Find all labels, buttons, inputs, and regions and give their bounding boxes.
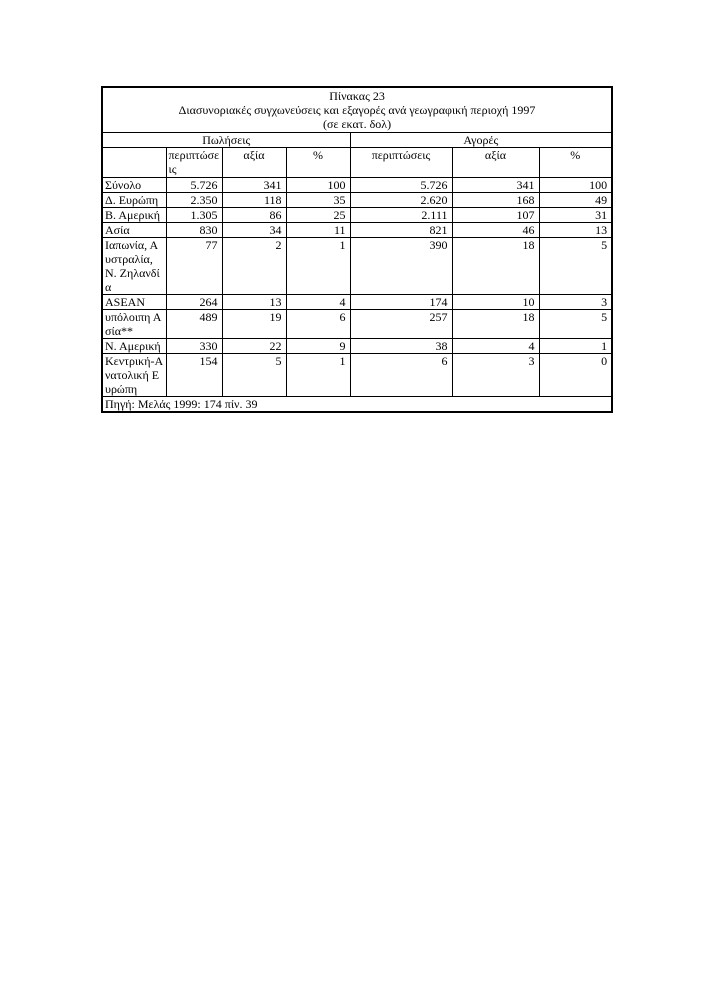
purchases-value-cell: 18 — [452, 238, 539, 295]
purchases-percent-cell: 13 — [539, 223, 612, 238]
sales-value-cell: 34 — [222, 223, 286, 238]
sales-value-cell: 19 — [222, 310, 286, 339]
row-label: Σύνολο — [102, 178, 166, 193]
sales-percent-cell: 35 — [286, 193, 350, 208]
purchases-cases-cell: 2.111 — [350, 208, 452, 223]
row-label: Ν. Αμερική — [102, 339, 166, 354]
purchases-percent-cell: 49 — [539, 193, 612, 208]
table-row — [102, 310, 612, 339]
table-title-cell — [102, 87, 612, 133]
table-source: Πηγή: Μελάς 1999: 174 πίν. 39 — [102, 397, 612, 413]
source-row — [102, 397, 612, 413]
table-subtitle: Διασυνοριακές συγχωνεύσεις και εξαγορές ανά γεωγραφική περιοχή 1997 — [178, 103, 536, 117]
purchases-value-cell: 18 — [452, 310, 539, 339]
purchases-value-cell: 10 — [452, 295, 539, 310]
purchases-cases-cell: 2.620 — [350, 193, 452, 208]
purchases-cases-cell: 38 — [350, 339, 452, 354]
group-header-purchases: Αγορές — [350, 133, 612, 148]
column-header-sales-cases: περιπτώσεις — [166, 148, 222, 178]
data-table-container — [101, 86, 611, 413]
purchases-percent-cell: 100 — [539, 178, 612, 193]
sales-value-cell: 5 — [222, 354, 286, 397]
row-label: Ασία — [102, 223, 166, 238]
table-row — [102, 178, 612, 193]
table-row — [102, 193, 612, 208]
purchases-cases-cell: 821 — [350, 223, 452, 238]
sales-value-cell: 2 — [222, 238, 286, 295]
column-header-sales-percent: % — [286, 148, 350, 178]
row-label: υπόλοιπη Ασία** — [102, 310, 166, 339]
purchases-cases-cell: 257 — [350, 310, 452, 339]
table-row — [102, 223, 612, 238]
sales-percent-cell: 100 — [286, 178, 350, 193]
purchases-percent-cell: 5 — [539, 238, 612, 295]
sales-cases-cell: 830 — [166, 223, 222, 238]
row-label: Κεντρική-Ανατολική Ευρώπη — [102, 354, 166, 397]
purchases-cases-cell: 174 — [350, 295, 452, 310]
table-unit: (σε εκατ. δολ) — [323, 117, 392, 131]
sales-value-cell: 13 — [222, 295, 286, 310]
purchases-value-cell: 46 — [452, 223, 539, 238]
sales-cases-cell: 5.726 — [166, 178, 222, 193]
table-row — [102, 339, 612, 354]
table-row — [102, 354, 612, 397]
table-row — [102, 238, 612, 295]
purchases-cases-cell: 5.726 — [350, 178, 452, 193]
sales-cases-cell: 489 — [166, 310, 222, 339]
purchases-value-cell: 341 — [452, 178, 539, 193]
purchases-value-cell: 3 — [452, 354, 539, 397]
sales-value-cell: 86 — [222, 208, 286, 223]
sales-cases-cell: 77 — [166, 238, 222, 295]
purchases-value-cell: 107 — [452, 208, 539, 223]
purchases-percent-cell: 5 — [539, 310, 612, 339]
purchases-percent-cell: 1 — [539, 339, 612, 354]
sales-percent-cell: 11 — [286, 223, 350, 238]
purchases-percent-cell: 0 — [539, 354, 612, 397]
column-header-purchases-value: αξία — [452, 148, 539, 178]
purchases-percent-cell: 31 — [539, 208, 612, 223]
sales-percent-cell: 1 — [286, 354, 350, 397]
sales-percent-cell: 1 — [286, 238, 350, 295]
sales-cases-cell: 154 — [166, 354, 222, 397]
title-row — [102, 87, 612, 133]
sales-value-cell: 22 — [222, 339, 286, 354]
sales-cases-cell: 330 — [166, 339, 222, 354]
purchases-cases-cell: 6 — [350, 354, 452, 397]
sales-cases-cell: 2.350 — [166, 193, 222, 208]
row-label: Β. Αμερική — [102, 208, 166, 223]
sales-value-cell: 118 — [222, 193, 286, 208]
column-header-purchases-percent: % — [539, 148, 612, 178]
table-row — [102, 208, 612, 223]
sales-percent-cell: 9 — [286, 339, 350, 354]
row-label: ASEAN — [102, 295, 166, 310]
group-header-row — [102, 133, 612, 148]
row-label: Ιαπωνία, Αυστραλία, Ν. Ζηλανδία — [102, 238, 166, 295]
sales-cases-cell: 1.305 — [166, 208, 222, 223]
column-header-sales-value: αξία — [222, 148, 286, 178]
purchases-percent-cell: 3 — [539, 295, 612, 310]
purchases-cases-cell: 390 — [350, 238, 452, 295]
group-header-sales: Πωλήσεις — [102, 133, 350, 148]
row-label: Δ. Ευρώπη — [102, 193, 166, 208]
table-row — [102, 295, 612, 310]
sales-cases-cell: 264 — [166, 295, 222, 310]
sales-percent-cell: 6 — [286, 310, 350, 339]
column-header-region — [102, 148, 166, 178]
purchases-value-cell: 168 — [452, 193, 539, 208]
mergers-acquisitions-table — [101, 86, 613, 413]
column-header-row — [102, 148, 612, 178]
column-header-purchases-cases: περιπτώσεις — [350, 148, 452, 178]
sales-value-cell: 341 — [222, 178, 286, 193]
sales-percent-cell: 25 — [286, 208, 350, 223]
sales-percent-cell: 4 — [286, 295, 350, 310]
table-title: Πίνακας 23 — [329, 89, 385, 103]
purchases-value-cell: 4 — [452, 339, 539, 354]
